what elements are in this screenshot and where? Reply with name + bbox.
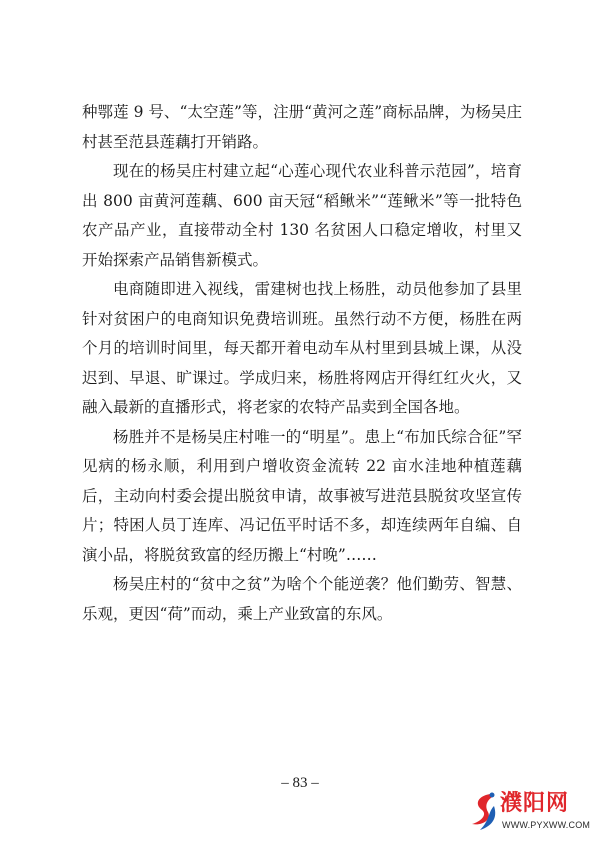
watermark-url: WWW.PYXWW.COM xyxy=(502,820,591,830)
pyxww-logo-icon xyxy=(468,790,498,834)
paragraph-5: 杨吴庄村的“贫中之贫”为啥个个能逆袭？他们勤劳、智慧、乐观，更因“荷”而动，乘上产业致富的东风。 xyxy=(82,575,522,623)
paragraph-3: 电商随即进入视线，雷建树也找上杨胜，动员他参加了县里针对贫困户的电商知识免费培训班。虽然行动不方便，杨胜在两个月的培训时间里，每天都开着电动车从村里到县城上课，从没迟到、早退、旷课过。学成归来，杨胜将网店开得红红火火，又融入最新的直播形式，将老家的农特产品卖到全国各地。 xyxy=(82,280,522,416)
watermark-site-name: 濮阳网 xyxy=(500,791,570,816)
paragraph-2: 现在的杨吴庄村建立起“心莲心现代农业科普示范园”，培育出 800 亩黄河莲藕、600 亩天冠“稻鳅米”“莲鳅米”等一批特色农产品产业，直接带动全村 130 名贫困人口稳定增收，村里又开始探索产品销售新模式。 xyxy=(82,162,522,269)
paragraph-4: 杨胜并不是杨吴庄村唯一的“明星”。患上“布加氏综合征”罕见病的杨永顺，利用到户增收资金流转 22 亩水洼地种植莲藕后，主动向村委会提出脱贫申请，故事被写进范县脱贫攻坚宣传片；特困人员丁连库、冯记伍平时话不多，却连续两年自编、自演小品，将脱贫致富的经历搬上“村晚”…… xyxy=(82,427,522,564)
paragraph-1: 种鄂莲 9 号、“太空莲”等，注册“黄河之莲”商标品牌，为杨吴庄村甚至范县莲藕打开销路。 xyxy=(82,103,522,151)
page-number: – 83 – xyxy=(281,775,319,791)
article-body xyxy=(82,98,522,629)
site-watermark xyxy=(468,790,591,836)
